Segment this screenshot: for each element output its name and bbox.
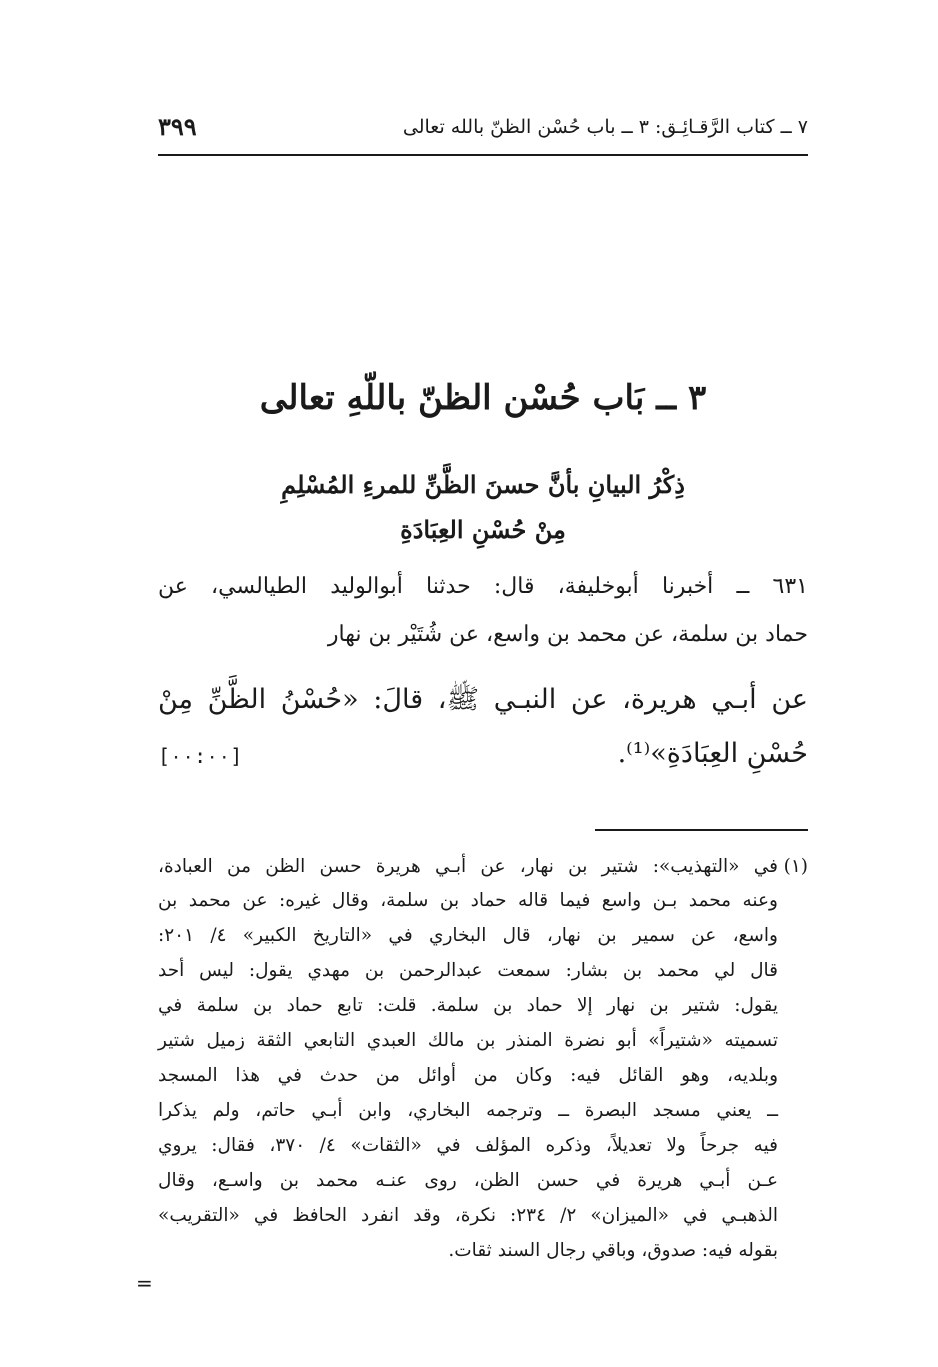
running-title: ٧ ــ كتاب الرَّقـائِـق: ٣ ــ باب حُسْن الظنّ بالله تعالى: [402, 116, 808, 138]
hadith-text-line-2-row: [158, 738, 808, 778]
footnote-line-7: وبلديه، وهو القائل فيه: وكان من أوائل من حدث في هذا المسجد: [158, 1065, 778, 1086]
footnote-line-12: بقوله فيه: صدوق، وباقي رجال السند ثقات.: [448, 1240, 778, 1261]
chapter-title: ٣ ــ بَاب حُسْن الظنّ باللّهِ تعالى: [259, 378, 707, 418]
footnote-line-2: وعنه محمد بـن واسع فيما قاله حماد بن سلمة، وقال غيره: عن محمد بن: [158, 890, 778, 911]
footnote-line-1: [158, 856, 808, 877]
footnote-rule: [595, 829, 808, 831]
footnote-line-5: يقول: شتير بن نهار إلا حماد بن سلمة. قلت: تابع حماد بن سلمة في: [158, 995, 778, 1016]
footnote-line-8: ــ يعني مسجد البصرة ــ وترجمه البخاري، وابن أبـي حاتم، ولم يذكرا: [158, 1100, 778, 1121]
footnote-line-6: تسميته «شتيراً» أبو نضرة المنذر بن مالك العبدي التابعي الثقة زميل شتير: [158, 1030, 778, 1051]
header-rule: [158, 154, 808, 156]
footnote-line-1-text: في «التهذيب»: شتير بن نهار، عن أبـي هريرة حسن الظن من العبادة،: [158, 856, 778, 877]
continuation-mark: =: [136, 1271, 153, 1295]
footnote-line-10: عـن أبـي هريرة في حسن الظن، روى عنـه محمد بن واسـع، وقال: [158, 1170, 778, 1191]
footnote-line-9: فيه جرحاً ولا تعديلاً، وذكره المؤلف في «الثقات» ٤/ ٣٧٠، فقال: يروي: [158, 1135, 778, 1156]
hadith-chain-line-2: حماد بن سلمة، عن محمد بن واسع، عن شُتَيْر بن نهار: [327, 622, 808, 647]
page-number: ٣٩٩: [158, 112, 197, 141]
timestamp: [٠٠:٠٠]: [158, 744, 243, 768]
section-subtitle-line-1: ذِكْرُ البيانِ بأنَّ حسنَ الظَّنِّ للمرءِ المُسْلِمِ: [281, 470, 685, 499]
footnote-marker: (١): [783, 856, 808, 877]
footnote-line-3: واسع، عن سمير بن نهار، قال البخاري في «التاريخ الكبير» ٤/ ٢٠١:: [158, 925, 778, 946]
hadith-text-line-1: عن أبـي هريرة، عن النبـي ﷺ، قالَ: «حُسْنُ الظَّنِّ مِنْ: [158, 684, 808, 715]
hadith-text-line-2: حُسْنِ العِبَادَةِ»⁽¹⁾.: [617, 738, 808, 769]
section-subtitle-line-2: مِنْ حُسْنِ العِبَادَةِ: [400, 515, 566, 544]
footnote-line-11: الذهبـي في «الميزان» ٢/ ٢٣٤: نكرة، وقد انفرد الحافظ في «التقريب»: [158, 1205, 778, 1226]
footnote-line-4: قال لي محمد بن بشار: سمعت عبدالرحمن بن مهدي يقول: ليس أحد: [158, 960, 778, 981]
running-header: [158, 112, 808, 148]
hadith-chain-line-1: ٦٣١ ــ أخبرنا أبوخليفة، قال: حدثنا أبوالوليد الطيالسي، عن: [158, 574, 808, 599]
